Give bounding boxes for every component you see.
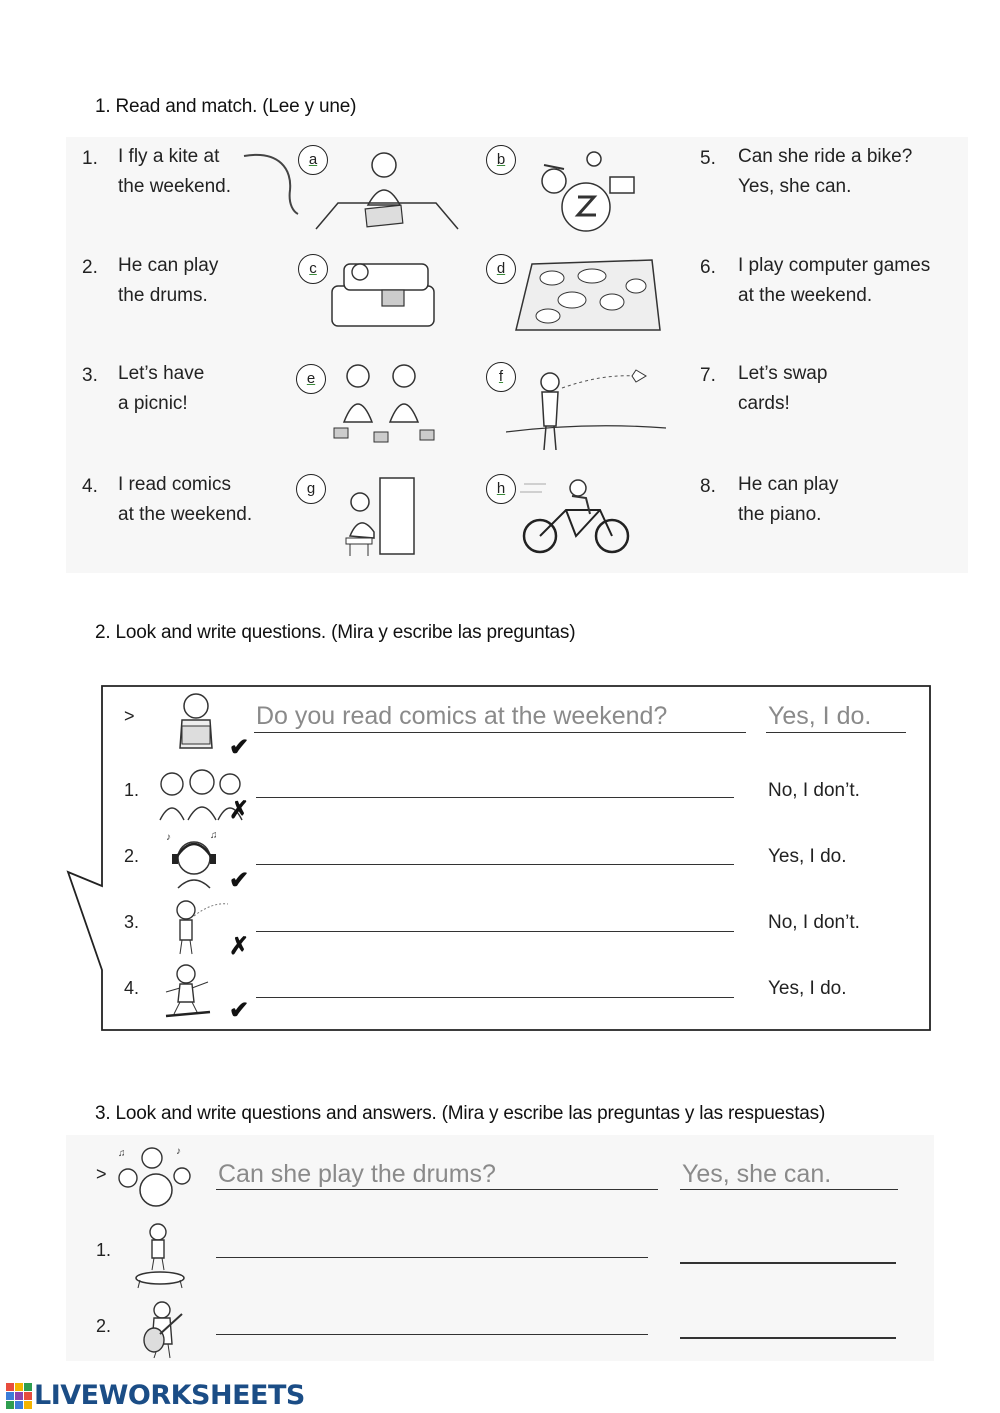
guitar-picture bbox=[138, 1300, 188, 1360]
cross-mark: ✗ bbox=[229, 933, 250, 960]
match-right-line2: Yes, she can. bbox=[738, 176, 852, 197]
match-left-line2: a picnic! bbox=[118, 393, 188, 414]
headphones-boy-picture bbox=[164, 830, 224, 890]
svg-text:♪: ♪ bbox=[176, 1146, 181, 1157]
question-number: 2. bbox=[96, 1316, 112, 1336]
question-number: 2. bbox=[124, 846, 140, 866]
example-marker: > bbox=[124, 706, 135, 726]
tablet-girl-picture bbox=[312, 145, 462, 237]
question-number: 1. bbox=[124, 780, 140, 800]
svg-text:♪: ♪ bbox=[166, 832, 171, 843]
match-left-line2: at the weekend. bbox=[118, 504, 253, 525]
section3-title: 3. Look and write questions and answers. (Mira y escribe las preguntas y las respuestas) bbox=[95, 1103, 826, 1124]
bike-picture bbox=[516, 474, 634, 558]
match-right-line1: I play computer games bbox=[738, 255, 931, 276]
swap-cards-picture bbox=[328, 362, 440, 448]
given-answer: No, I don’t. bbox=[768, 912, 860, 933]
example-question: Can she play the drums? bbox=[218, 1160, 496, 1188]
letter-d[interactable]: d bbox=[486, 254, 516, 284]
answer-line bbox=[680, 1189, 898, 1190]
drummer-girl-picture bbox=[116, 1144, 192, 1210]
question-number: 1. bbox=[96, 1240, 112, 1260]
match-left-num: 3. bbox=[82, 365, 98, 386]
kite-picture bbox=[506, 362, 666, 456]
example-question: Do you read comics at the weekend? bbox=[256, 702, 668, 730]
letter-h[interactable]: h bbox=[486, 474, 516, 504]
example-answer: Yes, I do. bbox=[768, 702, 872, 730]
svg-text:♫: ♫ bbox=[210, 830, 218, 841]
match-right-num: 7. bbox=[700, 365, 716, 386]
match-left-line2: the weekend. bbox=[118, 176, 232, 197]
letter-b[interactable]: b bbox=[486, 145, 516, 175]
letter-c[interactable]: c bbox=[298, 254, 328, 284]
answer-line bbox=[766, 732, 906, 733]
letter-g[interactable]: g bbox=[296, 474, 326, 504]
kite-girl-picture bbox=[166, 896, 236, 956]
match-left-line1: Let’s have bbox=[118, 363, 205, 384]
match-right-num: 6. bbox=[700, 257, 716, 278]
question-input-line[interactable] bbox=[256, 864, 734, 865]
letter-e[interactable]: e bbox=[296, 364, 326, 394]
drums-picture bbox=[534, 145, 644, 237]
example-marker: > bbox=[96, 1164, 107, 1184]
cross-mark: ✗ bbox=[229, 797, 250, 824]
section1-title: 1. Read and match. (Lee y une) bbox=[95, 96, 357, 117]
match-right-line1: He can play bbox=[738, 474, 839, 495]
match-left-num: 2. bbox=[82, 257, 98, 278]
section2-title: 2. Look and write questions. (Mira y escribe las preguntas) bbox=[95, 622, 576, 643]
trampoline-picture bbox=[134, 1222, 190, 1290]
example-answer: Yes, she can. bbox=[682, 1160, 832, 1188]
match-left-line2: the drums. bbox=[118, 285, 208, 306]
given-answer: No, I don’t. bbox=[768, 780, 860, 801]
answer-input-line[interactable] bbox=[680, 1262, 896, 1264]
piano-picture bbox=[340, 476, 420, 560]
given-answer: Yes, I do. bbox=[768, 846, 847, 867]
match-right-line2: at the weekend. bbox=[738, 285, 873, 306]
match-left-line1: I read comics bbox=[118, 474, 231, 495]
given-answer: Yes, I do. bbox=[768, 978, 847, 999]
match-left-num: 1. bbox=[82, 148, 98, 169]
letter-f[interactable]: f bbox=[486, 362, 516, 392]
question-input-line[interactable] bbox=[256, 997, 734, 998]
match-right-line1: Can she ride a bike? bbox=[738, 146, 913, 167]
match-right-num: 5. bbox=[700, 148, 716, 169]
question-number: 4. bbox=[124, 978, 140, 998]
answer-line bbox=[254, 732, 746, 733]
check-mark: ✔ bbox=[229, 997, 250, 1024]
match-left-line1: I fly a kite at bbox=[118, 146, 220, 167]
question-input-line[interactable] bbox=[256, 797, 734, 798]
match-right-line2: cards! bbox=[738, 393, 790, 414]
question-input-line[interactable] bbox=[216, 1257, 648, 1258]
liveworksheets-logo-icon bbox=[6, 1383, 34, 1409]
question-number: 3. bbox=[124, 912, 140, 932]
svg-text:♫: ♫ bbox=[118, 1148, 126, 1159]
sofa-picture bbox=[328, 256, 438, 334]
picnic-picture bbox=[512, 256, 662, 334]
check-mark: ✔ bbox=[229, 734, 250, 761]
answer-input-line[interactable] bbox=[680, 1337, 896, 1339]
question-input-line[interactable] bbox=[216, 1334, 648, 1335]
question-input-line[interactable] bbox=[256, 931, 734, 932]
answer-line bbox=[216, 1189, 658, 1190]
match-left-num: 4. bbox=[82, 476, 98, 497]
match-right-num: 8. bbox=[700, 476, 716, 497]
liveworksheets-brand: LIVEWORKSHEETS bbox=[34, 1380, 305, 1411]
match-right-line2: the piano. bbox=[738, 504, 822, 525]
letter-a[interactable]: a bbox=[298, 145, 328, 175]
match-right-line1: Let’s swap bbox=[738, 363, 828, 384]
skateboard-boy-picture bbox=[162, 962, 218, 1022]
reading-girl-picture bbox=[174, 690, 218, 754]
check-mark: ✔ bbox=[229, 867, 250, 894]
match-left-line1: He can play bbox=[118, 255, 219, 276]
